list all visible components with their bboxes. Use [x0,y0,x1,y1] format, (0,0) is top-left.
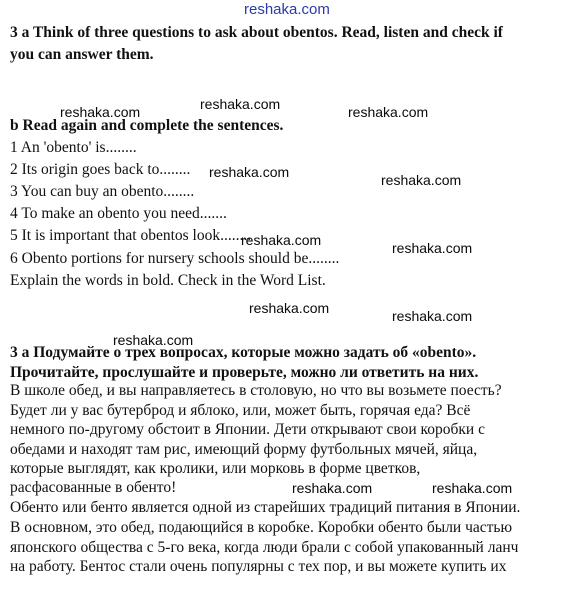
ru-text-line: на работу. Бентос стали очень популярны с тех пор, и вы можете купить их [10,558,507,575]
watermark: reshaka.com [60,104,141,120]
watermark: reshaka.com [113,332,194,348]
ru-text-line: Обенто или бенто является одной из старейших традиций питания в Японии. [10,499,521,516]
watermark: reshaka.com [392,240,473,256]
watermark: reshaka.com [392,308,473,324]
ru-task-line: Прочитайте, прослушайте и проверьте, можно ли ответить на них. [10,364,479,381]
ru-text-line: В основном, это обед, подающийся в коробке. Коробки обенто были частью [10,519,513,536]
ru-text-line: В школе обед, и вы направляетесь в столовую, но что вы возьмете поесть? [10,382,502,399]
watermark: reshaka.com [381,172,462,188]
ru-text-line: которые выглядят, как кролики, или морковь в форме цветков, [10,460,421,477]
sentence-item: 6 Obento portions for nursery schools should be........ [10,250,340,267]
watermark: reshaka.com [241,232,322,248]
ru-text-line: немного по-другому обстоит в Японии. Дети открывают свои коробки с [10,421,485,438]
sentence-item: 1 An 'obento' is........ [10,139,137,156]
watermark: reshaka.com [200,96,281,112]
sentence-item: 2 Its origin goes back to........ [10,161,191,178]
sentence-item: 3 You can buy an obento........ [10,183,195,200]
watermark: reshaka.com [292,480,373,496]
ru-task-line: 3 а Подумайте о трех вопросах, которые можно задать об «obento». [10,344,477,361]
sentence-item: 5 It is important that obentos look........ [10,227,252,244]
explain-instruction: Explain the words in bold. Check in the Word List. [10,272,326,289]
watermark: reshaka.com [432,480,513,496]
sentence-item: 4 To make an obento you need....... [10,205,227,222]
ru-text-line: обедами и находят там рис, имеющий форму футбольных мячей, яйца, [10,441,478,458]
ru-text-line: Будет ли у вас бутерброд и яблоко, или, может быть, горячая еда? Всё [10,402,471,419]
task-3a-line: 3 a Think of three questions to ask about obentos. Read, listen and check if [10,24,503,41]
watermark: reshaka.com [209,164,290,180]
ru-text-line: японского общества с 5-го века, когда люди брали с собой упакованный ланч [10,539,519,556]
watermark: reshaka.com [348,104,429,120]
watermark: reshaka.com [244,1,330,18]
ru-text-line: расфасованные в обенто! [10,479,177,496]
task-3a-line: you can answer them. [10,46,154,63]
watermark: reshaka.com [249,300,330,316]
task-3b-heading: b Read again and complete the sentences. [10,117,284,134]
